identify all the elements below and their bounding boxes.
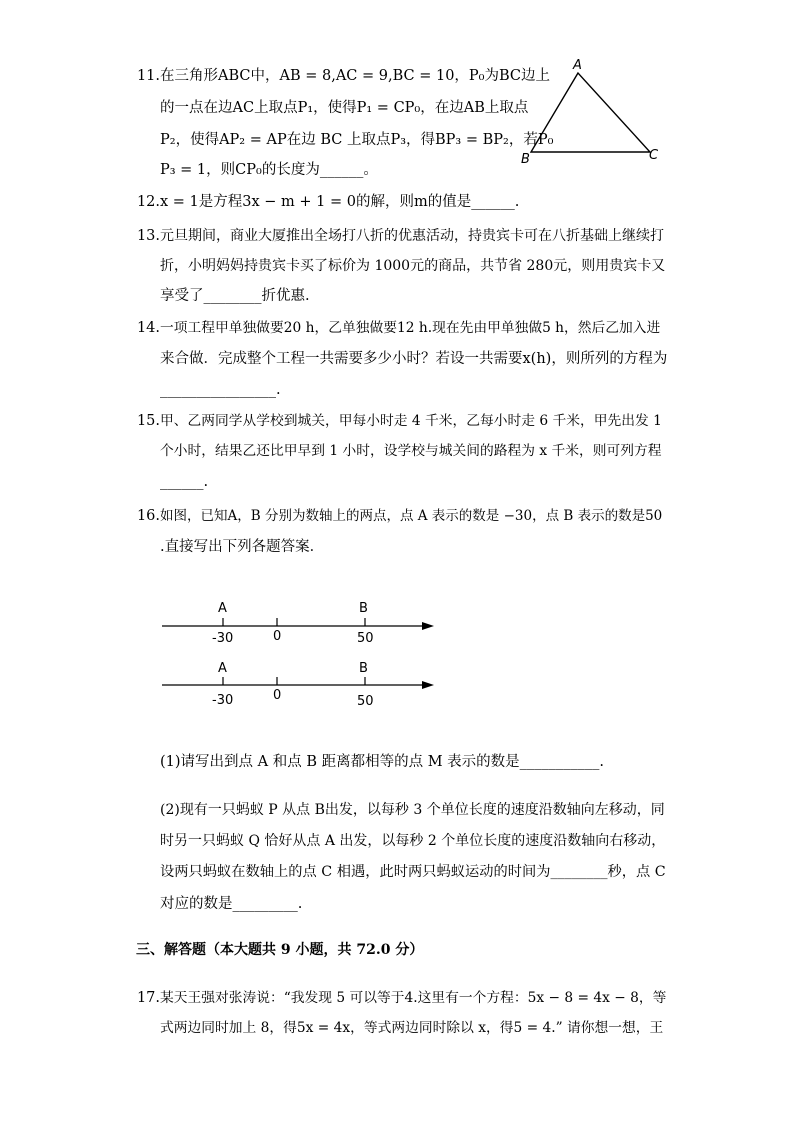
- problem-17-number: 17.: [136, 990, 160, 1006]
- problem-17-line-2: 式两边同时加上 8，得5x = 4x，等式两边同时除以 x，得5 = 4.” 请你想一想，王: [160, 1020, 664, 1036]
- problem-16-sub2-line-2: 时另一只蚂蚁 Q 恰好从点 A 出发，以每秒 2 个单位长度的速度沿数轴向右移动，: [160, 833, 666, 849]
- problem-11-number: 11.: [136, 68, 160, 84]
- tick-label-zero: 0: [273, 688, 282, 703]
- problem-11-line-3: P₂，使得AP₂ = AP在边 BC 上取点P₃，得BP₃ = BP₂，若P₀: [160, 132, 554, 148]
- problem-14-line-2: 来合做．完成整个工程一共需要多少小时？若设一共需要x(h)，则所列的方程为: [160, 351, 668, 367]
- tick-label-zero: 0: [273, 629, 282, 644]
- vertex-b-label: B: [521, 152, 530, 167]
- problem-14-number: 14.: [136, 320, 160, 336]
- arrow-icon: [422, 681, 434, 689]
- point-a-label: A: [218, 661, 227, 676]
- tick-label-a: -30: [212, 631, 234, 646]
- problem-16-sub2-line-3: 设两只蚂蚁在数轴上的点 C 相遇，此时两只蚂蚁运动的时间为________秒，点 C: [160, 864, 666, 880]
- number-line-figure: [160, 592, 442, 722]
- problem-11-line-2: 的一点在边AC上取点P₁，使得P₁ = CP₀，在边AB上取点: [160, 100, 529, 116]
- point-b-label: B: [359, 601, 368, 616]
- problem-16-sub2-line-1: (2)现有一只蚂蚁 P 从点 B出发，以每秒 3 个单位长度的速度沿数轴向左移动，同: [160, 802, 665, 818]
- problem-16-line-1: 如图，已知A，B 分别为数轴上的两点，点 A 表示的数是 −30，点 B 表示的数是50: [160, 508, 663, 524]
- problem-14-line-1: 一项工程甲单独做要20 h，乙单独做要12 h.现在先由甲单独做5 h，然后乙加入进: [160, 320, 661, 336]
- point-b-label: B: [359, 661, 368, 676]
- tick-label-b: 50: [357, 694, 374, 709]
- problem-15-line-2: 个小时，结果乙还比甲早到 1 小时，设学校与城关间的路程为 x 千米，则可列方程: [160, 443, 662, 459]
- triangle-figure: [515, 55, 665, 170]
- problem-13-number: 13.: [136, 228, 160, 244]
- problem-12-line-1: x = 1是方程3x − m + 1 = 0的解，则m的值是______.: [160, 194, 520, 210]
- problem-16-number: 16.: [136, 508, 160, 524]
- tick-label-a: -30: [212, 693, 234, 708]
- problem-13-line-1: 元旦期间，商业大厦推出全场打八折的优惠活动，持贵宾卡可在八折基础上继续打: [160, 228, 664, 244]
- problem-16-sub2-line-4: 对应的数是_________.: [160, 896, 303, 912]
- problem-17-line-1: 某天王强对张涛说：“我发现 5 可以等于4.这里有一个方程：5x − 8 = 4x − 8，等: [160, 990, 667, 1006]
- vertex-c-label: C: [649, 148, 659, 163]
- problem-16-sub1-line-1: (1)请写出到点 A 和点 B 距离都相等的点 M 表示的数是___________.: [160, 754, 605, 770]
- number-line-2: [162, 661, 434, 709]
- vertex-a-label: A: [573, 58, 582, 73]
- tick-label-b: 50: [357, 631, 374, 646]
- problem-15-line-3: ______.: [160, 474, 209, 490]
- section-3-title: 三、解答题（本大题共 9 小题，共 72.0 分）: [136, 942, 424, 958]
- problem-13-line-3: 享受了________折优惠.: [160, 288, 310, 304]
- arrow-icon: [422, 622, 434, 630]
- problem-15-number: 15.: [136, 413, 160, 429]
- problem-11-line-1: 在三角形ABC中，AB = 8,AC = 9,BC = 10，P₀为BC边上: [160, 68, 551, 84]
- number-line-1: [162, 601, 434, 646]
- problem-13-line-2: 折，小明妈妈持贵宾卡买了标价为 1000元的商品，共节省 280元，则用贵宾卡又: [160, 258, 666, 274]
- problem-16-line-2: .直接写出下列各题答案．: [160, 539, 325, 555]
- problem-15-line-1: 甲、乙两同学从学校到城关，甲每小时走 4 千米，乙每小时走 6 千米，甲先出发 1: [160, 413, 662, 429]
- problem-12-number: 12.: [136, 194, 160, 210]
- point-a-label: A: [218, 601, 227, 616]
- problem-14-line-3: ________________.: [160, 382, 281, 398]
- problem-11-line-4: P₃ = 1，则CP₀的长度为______。: [160, 162, 378, 178]
- triangle-abc: [531, 73, 650, 152]
